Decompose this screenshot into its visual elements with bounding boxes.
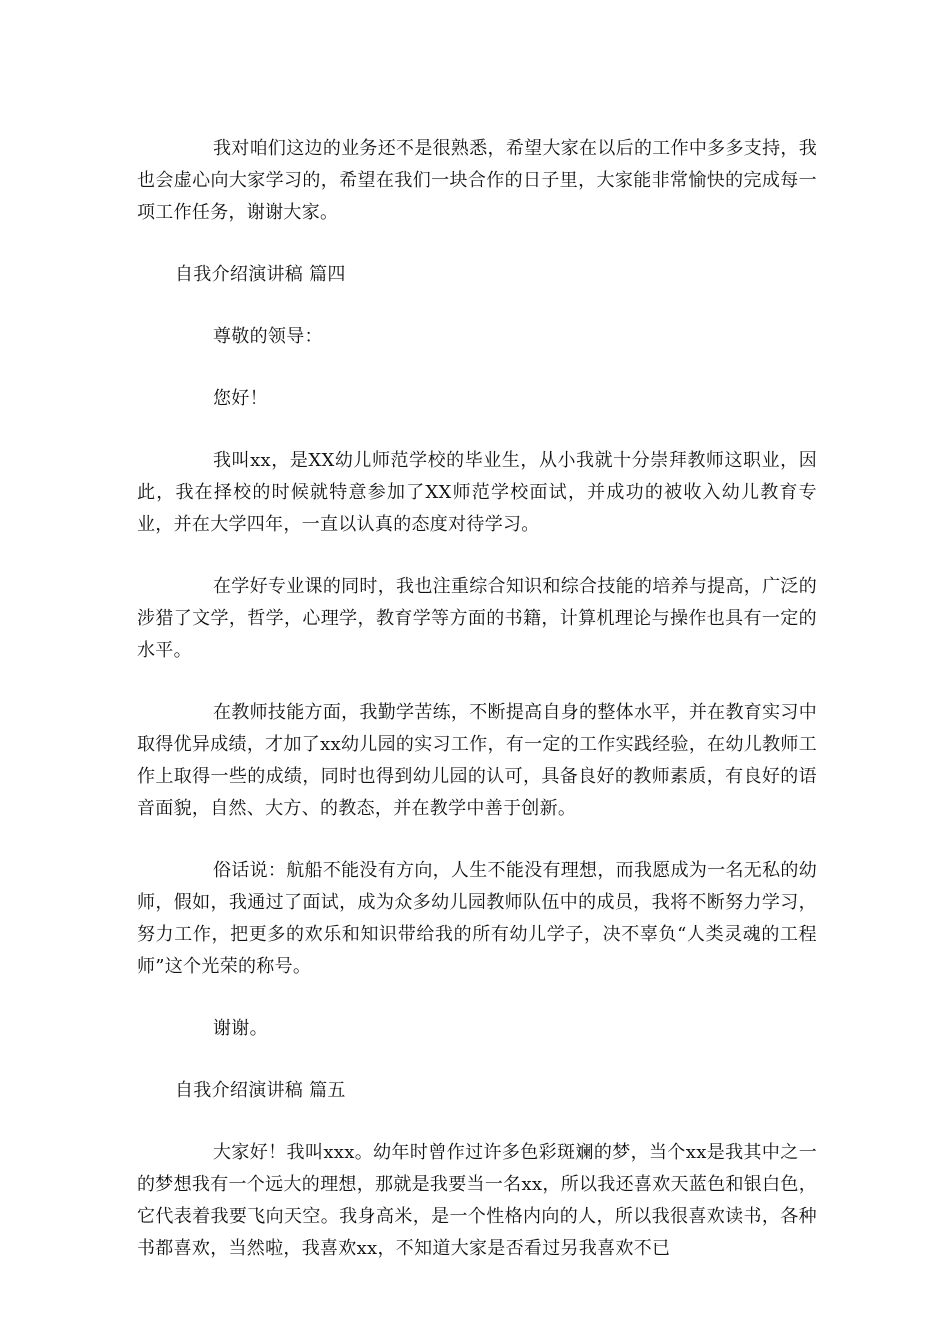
section-heading-5: 自我介绍演讲稿 篇五 bbox=[175, 1080, 346, 1101]
paragraph-intro-5: 大家好！我叫xxx。幼年时曾作过许多色彩斑斓的梦，当个xx是我其中之一的梦想我有一个远大的理想，那就是我要当一名xx，所以我还喜欢天蓝色和银白色，它代表着我要飞向天空。我身高米，是一个性格内向的人，所以我很喜欢读书，各种书都喜欢，当然啦，我喜欢xx，不知道大家是否看过另我喜欢不已 bbox=[137, 1142, 817, 1259]
paragraph-aspiration: 俗话说：航船不能没有方向，人生不能没有理想，而我愿成为一名无私的幼师，假如，我通过了面试，成为众多幼儿园教师队伍中的成员，我将不断努力学习，努力工作，把更多的欢乐和知识带给我的所有幼儿学子，决不辜负“人类灵魂的工程师”这个光荣的称号。 bbox=[137, 860, 817, 977]
paragraph-gap bbox=[137, 1107, 817, 1137]
salutation: 尊敬的领导： bbox=[213, 326, 323, 347]
paragraph-gap bbox=[137, 229, 817, 259]
paragraph-gap bbox=[137, 291, 817, 321]
paragraph-gap bbox=[137, 541, 817, 571]
document-body bbox=[137, 133, 817, 1265]
paragraph-gap bbox=[137, 415, 817, 445]
greeting: 您好！ bbox=[213, 388, 268, 409]
thanks-line: 谢谢。 bbox=[213, 1018, 268, 1039]
paragraph-gap bbox=[137, 1045, 817, 1075]
paragraph-background: 我叫xx，是XX幼儿师范学校的毕业生，从小我就十分崇拜教师这职业，因此，我在择校的时候就特意参加了XX师范学校面试，并成功的被收入幼儿教育专业，并在大学四年，一直以认真的态度对待学习。 bbox=[137, 450, 817, 535]
paragraph-gap bbox=[137, 825, 817, 855]
paragraph-gap bbox=[137, 353, 817, 383]
paragraph-gap bbox=[137, 983, 817, 1013]
paragraph-closing-remarks: 我对咱们这边的业务还不是很熟悉，希望大家在以后的工作中多多支持，我也会虚心向大家学习的，希望在我们一块合作的日子里，大家能非常愉快的完成每一项工作任务，谢谢大家。 bbox=[137, 138, 817, 223]
paragraph-studies: 在学好专业课的同时，我也注重综合知识和综合技能的培养与提高，广泛的涉猎了文学，哲学，心理学，教育学等方面的书籍，计算机理论与操作也具有一定的水平。 bbox=[137, 576, 817, 661]
paragraph-teaching-skills: 在教师技能方面，我勤学苦练，不断提高自身的整体水平，并在教育实习中取得优异成绩，才加了xx幼儿园的实习工作，有一定的工作实践经验，在幼儿教师工作上取得一些的成绩，同时也得到幼儿园的认可，具备良好的教师素质，有良好的语音面貌，自然、大方、的教态，并在教学中善于创新。 bbox=[137, 702, 817, 819]
paragraph-gap bbox=[137, 667, 817, 697]
section-heading-4: 自我介绍演讲稿 篇四 bbox=[175, 264, 346, 285]
